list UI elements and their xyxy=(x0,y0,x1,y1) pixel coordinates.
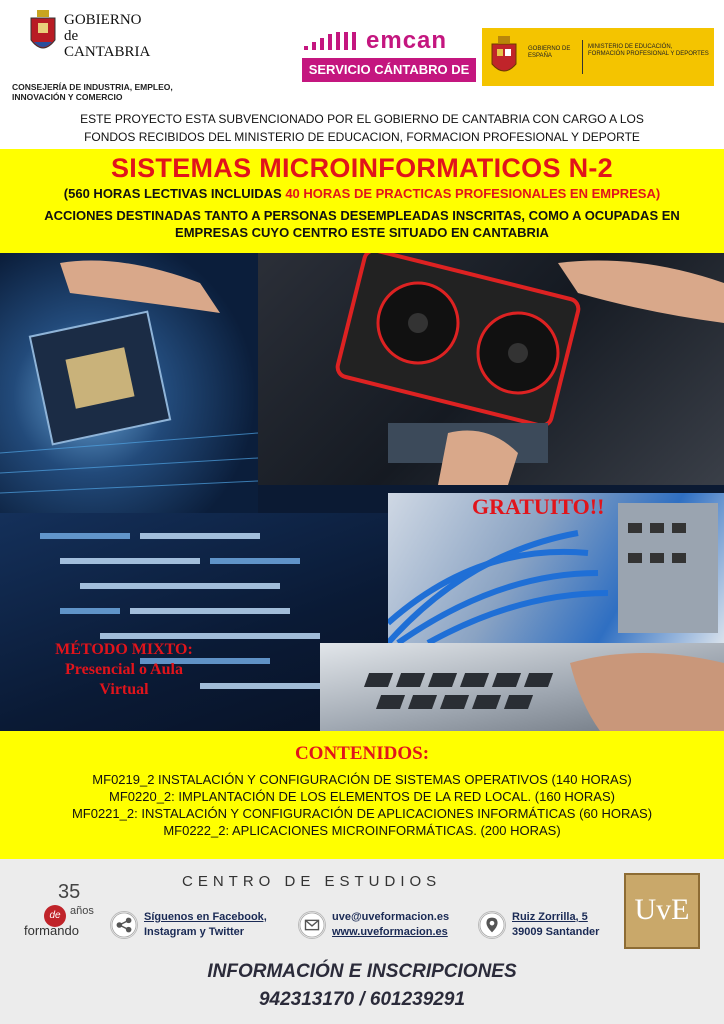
hours-prefix: (560 HORAS LECTIVAS INCLUIDAS xyxy=(63,186,286,201)
consejeria-label: CONSEJERÍA DE INDUSTRIA, EMPLEO, INNOVACIÓN Y COMERCIO xyxy=(12,82,173,102)
servicio-cantabro-label: SERVICIO CÁNTABRO DE EMPLEO xyxy=(302,58,476,82)
free-badge: GRATUITO!! xyxy=(472,494,605,519)
course-hours xyxy=(0,186,724,201)
centro-estudios-label: CENTRO DE ESTUDIOS xyxy=(182,873,442,890)
subsidy-notice xyxy=(0,110,724,146)
social-share-icon xyxy=(110,911,138,939)
modules-list xyxy=(0,771,724,839)
email-link[interactable]: uve@uveformacion.es xyxy=(332,911,450,923)
module-item: MF0220_2: IMPLANTACIÓN DE LOS ELEMENTOS DE LA RED LOCAL. (160 HORAS) xyxy=(109,789,615,804)
address-line-1: Ruiz Zorrilla, 5 xyxy=(512,911,588,923)
anniversary-formando: formando xyxy=(24,923,79,938)
address-text xyxy=(512,910,599,940)
contents-section xyxy=(0,731,724,859)
email-icon xyxy=(298,911,326,939)
spain-shield-icon xyxy=(490,36,518,78)
course-banner xyxy=(0,149,724,253)
course-target xyxy=(0,207,724,241)
cantabria-line: CANTABRIA xyxy=(64,44,151,60)
method-badge xyxy=(14,640,234,700)
footer xyxy=(0,859,724,1024)
module-item: MF0221_2: INSTALACIÓN Y CONFIGURACIÓN DE APLICACIONES INFORMÁTICAS (60 HORAS) xyxy=(71,806,653,821)
subsidy-line-2: FONDOS RECIBIDOS DEL MINISTERIO DE EDUCACION, FORMACION PROFESIONAL Y DEPORTE xyxy=(84,130,640,144)
graphics-card-photo xyxy=(258,253,724,485)
location-pin-icon xyxy=(478,911,506,939)
gobierno-cantabria-logo xyxy=(8,4,178,104)
course-title: SISTEMAS MICROINFORMATICOS N-2 xyxy=(110,153,613,183)
emcan-wordmark xyxy=(302,26,476,56)
email-web-text xyxy=(332,910,449,940)
social-line-2: Instagram y Twitter xyxy=(144,926,245,938)
anniversary-number: 35 xyxy=(58,881,81,903)
method-line-3: Virtual xyxy=(99,681,149,698)
info-inscripciones: INFORMACIÓN E INSCRIPCIONES xyxy=(207,961,517,982)
module-item: MF0219_2 INSTALACIÓN Y CONFIGURACIÓN DE SISTEMAS OPERATIVOS (140 HORAS) xyxy=(92,772,632,787)
method-line-2: Presencial o Aula xyxy=(65,661,183,678)
social-line-1: Síguenos en Facebook, xyxy=(144,911,267,923)
gobierno-line: GOBIERNO xyxy=(64,12,142,28)
emcan-word: emcan xyxy=(366,27,448,54)
gobierno-cantabria-name xyxy=(64,12,150,60)
header-logos xyxy=(0,0,724,108)
uve-logo-text: UvE xyxy=(634,893,690,926)
hours-highlight: 40 HORAS DE PRACTICAS PROFESIONALES EN EMPRESA) xyxy=(285,186,661,201)
anniversary-logo xyxy=(24,877,102,945)
web-link[interactable]: www.uveformacion.es xyxy=(332,926,448,938)
anniversary-word: años xyxy=(70,905,94,917)
phone-numbers[interactable]: 942313170 / 601239291 xyxy=(258,989,466,1010)
keyboard-illustration xyxy=(320,643,724,731)
uve-logo xyxy=(624,873,700,949)
gobierno-espana-label: GOBIERNO DE ESPAÑA xyxy=(528,46,571,59)
ministerio-label: MINISTERIO DE EDUCACIÓN, FORMACIÓN PROFESIONAL Y DEPORTES xyxy=(588,44,709,57)
target-line-1: ACCIONES DESTINADAS TANTO A PERSONAS DESEMPLEADAS INSCRITAS, COMO A OCUPADAS EN xyxy=(44,208,680,223)
cpu-socket-photo xyxy=(0,253,258,513)
laptop-keyboard-photo xyxy=(320,643,724,731)
subsidy-line-1: ESTE PROYECTO ESTA SUBVENCIONADO POR EL GOBIERNO DE CANTABRIA CON CARGO A LOS xyxy=(80,112,644,126)
anniversary-de: de xyxy=(44,905,66,927)
emcan-dots-icon xyxy=(302,28,362,56)
address-line-2: 39009 Santander xyxy=(512,926,600,938)
method-line-1: MÉTODO MIXTO: xyxy=(55,641,193,658)
gpu-illustration xyxy=(258,253,724,485)
target-line-2: EMPRESAS CUYO CENTRO ESTE SITUADO EN CANTABRIA xyxy=(175,225,549,240)
ministerio-logo xyxy=(482,28,714,86)
cantabria-crest-icon xyxy=(28,8,58,58)
emcan-logo xyxy=(302,26,476,101)
contents-title: CONTENIDOS: xyxy=(294,743,430,764)
ministry-divider xyxy=(582,40,583,74)
cpu-illustration xyxy=(0,253,258,513)
de-line: de xyxy=(64,28,79,44)
social-text xyxy=(144,910,267,940)
module-item: MF0222_2: APLICACIONES MICROINFORMÁTICAS. (200 HORAS) xyxy=(163,823,561,838)
